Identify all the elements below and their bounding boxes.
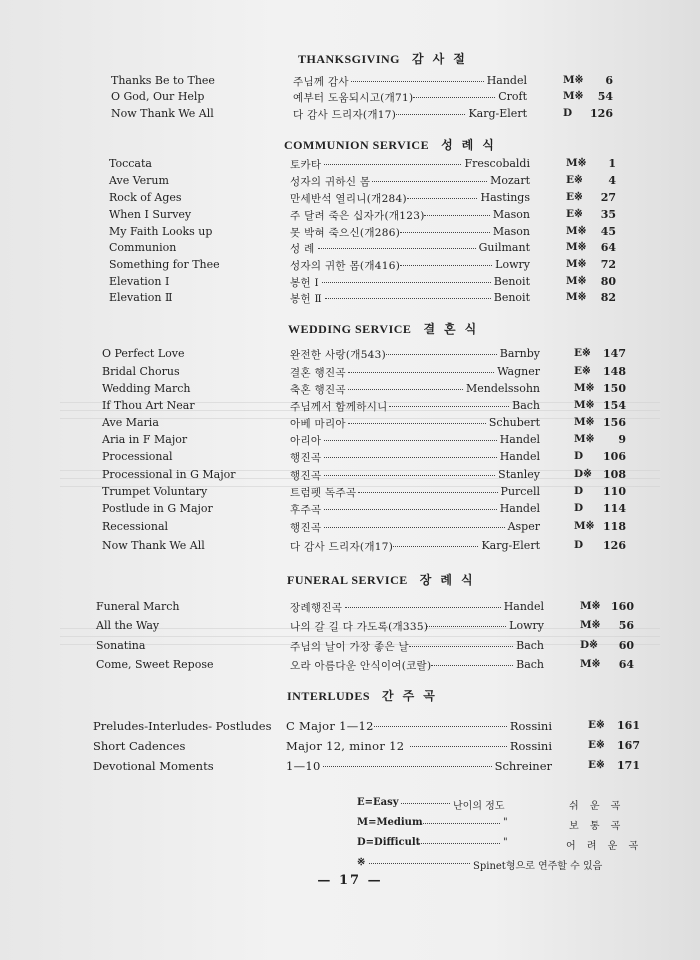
entry-composer: Croft [498,90,527,103]
entry-difficulty: D [574,539,584,551]
entry-title-en: Now Thank We All [111,107,214,120]
entry-difficulty: M※ [566,241,587,253]
entry-page-number: 161 [617,719,640,732]
entry-page-number: 56 [618,619,634,632]
entry-composer: Karg-Elert [481,539,540,552]
leader-dots [400,232,490,233]
entry-title-en: If Thou Art Near [102,399,195,412]
entry-title-en: Elevation Ⅰ [109,275,170,288]
leader-dots [348,423,486,424]
section-title-communion-service [284,136,497,153]
entry-composer: Wagner [497,365,540,378]
entry-title-en: Now Thank We All [102,539,205,552]
entry-page-number: 160 [611,600,634,613]
entry-composer: Handel [499,450,540,463]
section-title-en: INTERLUDES [287,689,371,703]
entry-title-ko: 결혼 행진곡 [290,367,346,379]
legend-row [357,817,657,831]
entry-title-ko: 후주곡 [290,504,322,516]
entry-title-ko: Major 12, minor 12 [286,739,405,753]
legend-key: E=Easy [357,797,399,808]
leader-dots [424,215,490,216]
entry-difficulty: D [574,485,584,497]
legend-text: Spinet형으로 연주할 수 있음 [473,861,603,872]
entry-difficulty: E※ [566,174,583,186]
entry-title-en: Trumpet Voluntary [102,485,208,498]
entry-page-number: 4 [608,174,616,187]
index-entry [0,365,700,381]
entry-composer: Stanley [498,468,540,481]
index-entry [0,74,700,90]
entry-title-ko: 행진곡 [290,470,322,482]
index-entry [0,347,700,363]
section-title-thanksgiving [298,50,468,67]
section-title-ko: 감 사 절 [412,52,468,66]
entry-title-en: My Faith Looks up [109,225,213,238]
entry-difficulty: M※ [574,399,595,411]
index-entry [0,157,700,173]
entry-difficulty: M※ [574,382,595,394]
entry-title-ko: 행진곡 [290,452,322,464]
legend-key: M=Medium [357,817,423,828]
index-entry [0,759,700,775]
entry-composer: Handel [486,74,527,87]
leader-dots [427,626,506,627]
entry-page-number: 1 [608,157,616,170]
entry-composer: Lowry [509,619,544,632]
entry-title-en: Ave Maria [102,416,159,429]
page-number: — 17 — [317,873,383,888]
entry-page-number: 54 [597,90,613,103]
entry-page-number: 27 [600,191,616,204]
entry-composer: Benoit [493,275,530,288]
entry-composer: Barnby [499,347,540,360]
leader-dots [418,843,500,844]
entry-page-number: 110 [603,485,626,498]
index-entry [0,658,700,674]
index-entry [0,619,700,635]
section-title-wedding-service [288,320,479,337]
entry-title-en: Toccata [109,157,152,170]
entry-difficulty: E※ [574,365,591,377]
entry-title-en: Wedding March [102,382,191,395]
entry-title-ko: 봉헌 Ⅰ [290,277,319,289]
entry-title-ko: 주님께서 함께하시니 [290,401,388,413]
entry-title-ko: 축혼 행진곡 [290,384,346,396]
entry-difficulty: D※ [580,639,598,651]
entry-title-ko: 봉헌 Ⅱ [290,293,322,305]
entry-difficulty: M※ [566,157,587,169]
index-entry [0,191,700,207]
index-entry [0,600,700,616]
leader-dots [400,265,492,266]
entry-composer: Mendelssohn [465,382,540,395]
entry-title-ko: 완전한 사랑(개543) [290,349,387,361]
index-entry [0,275,700,291]
section-title-en: FUNERAL SERVICE [287,573,408,587]
entry-title-ko: 토카타 [290,159,322,171]
index-entry [0,416,700,432]
entry-difficulty: M※ [566,258,587,270]
leader-dots [393,546,478,547]
legend-row [357,857,657,871]
index-entry [0,502,700,518]
index-entry [0,241,700,257]
section-title-ko: 간 주 곡 [382,689,438,703]
leader-dots [325,298,491,299]
entry-difficulty: E※ [588,759,605,771]
legend-text: " [503,817,508,828]
entry-page-number: 64 [600,241,616,254]
entry-title-ko: 오라 아름다운 안식이여(코랄) [290,660,432,672]
entry-title-en: Thanks Be to Thee [111,74,215,87]
entry-title-en: Devotional Moments [93,759,214,773]
entry-page-number: 35 [600,208,616,221]
leader-dots [323,766,491,767]
entry-title-ko: 주님의 날이 가장 좋은 날 [290,641,409,653]
index-entry [0,739,700,755]
entry-title-ko: 다 감사 드리자(개17) [293,109,397,121]
entry-title-en: Recessional [102,520,169,533]
entry-title-en: Something for Thee [109,258,220,271]
section-title-ko: 장 례 식 [419,573,476,587]
section-title-interludes [287,687,438,704]
leader-dots [369,863,470,864]
index-entry [0,520,700,536]
index-entry [0,485,700,501]
entry-title-en: O Perfect Love [102,347,185,360]
leader-dots [396,114,465,115]
entry-composer: Schubert [488,416,540,429]
index-entry [0,258,700,274]
entry-composer: Handel [503,600,544,613]
leader-dots [324,509,496,510]
entry-composer: Bach [512,399,540,412]
entry-composer: Rossini [509,739,552,753]
entry-title-ko: 성자의 귀한 몸(개416) [290,260,401,272]
entry-page-number: 156 [603,416,626,429]
entry-difficulty: D [574,450,584,462]
entry-title-en: Rock of Ages [109,191,182,204]
entry-title-en: Postlude in G Major [102,502,213,515]
legend-row [357,797,657,811]
leader-dots [410,746,507,747]
entry-title-en: Elevation Ⅱ [109,291,173,304]
entry-title-en: Preludes-Interludes- Postludes [93,719,272,733]
entry-page-number: 148 [603,365,626,378]
entry-composer: Mason [492,225,530,238]
leader-dots [324,440,496,441]
entry-page-number: 126 [590,107,613,120]
entry-composer: Frescobaldi [464,157,530,170]
leader-dots [348,389,463,390]
entry-page-number: 154 [603,399,626,412]
entry-page-number: 45 [600,225,616,238]
index-entry [0,719,700,735]
entry-difficulty: M※ [574,416,595,428]
entry-difficulty: D※ [574,468,592,480]
entry-difficulty: E※ [566,208,583,220]
leader-dots [324,475,495,476]
entry-page-number: 64 [618,658,634,671]
entry-page-number: 108 [603,468,626,481]
entry-title-ko: 주 달려 죽은 십자가(개123) [290,210,425,222]
entry-title-en: Come, Sweet Repose [96,658,214,671]
entry-page-number: 82 [600,291,616,304]
entry-title-en: All the Way [96,619,160,632]
entry-page-number: 147 [603,347,626,360]
section-title-en: COMMUNION SERVICE [284,138,430,152]
entry-composer: Handel [499,502,540,515]
leader-dots [372,181,487,182]
leader-dots [324,457,496,458]
entry-composer: Guilmant [478,241,530,254]
leader-dots [345,607,501,608]
entry-difficulty: M※ [566,291,587,303]
entry-page-number: 6 [605,74,613,87]
entry-title-ko: 아베 마리아 [290,418,346,430]
index-entry [0,450,700,466]
section-title-funeral-service [287,571,476,588]
leader-dots [324,527,504,528]
entry-page-number: 106 [603,450,626,463]
leader-dots [324,164,461,165]
entry-composer: Bach [516,639,544,652]
entry-difficulty: M※ [580,658,601,670]
entry-title-ko: 성 례 [290,243,315,255]
entry-page-number: 80 [600,275,616,288]
entry-composer: Benoit [493,291,530,304]
leader-dots [386,354,496,355]
entry-composer: Hastings [480,191,530,204]
section-title-ko: 결 혼 식 [423,322,480,336]
entry-title-en: Bridal Chorus [102,365,180,378]
entry-title-ko: 성자의 귀하신 몸 [290,176,371,188]
entry-composer: Mozart [490,174,530,187]
entry-page-number: 118 [603,520,626,533]
entry-difficulty: M※ [566,225,587,237]
entry-page-number: 114 [603,502,626,515]
entry-composer: Mason [492,208,530,221]
entry-composer: Schreiner [494,759,552,773]
entry-title-ko: 장례행진곡 [290,602,343,614]
section-title-en: THANKSGIVING [298,52,401,66]
legend-key: ※ [357,857,366,868]
entry-title-ko: 나의 갈 길 다 가도록(개335) [290,621,429,633]
index-entry [0,174,700,190]
legend-description: 어 려 운 곡 [566,841,643,852]
entry-composer: Asper [507,520,540,533]
entry-difficulty: M※ [574,433,595,445]
entry-page-number: 150 [603,382,626,395]
entry-page-number: 126 [603,539,626,552]
index-entry [0,399,700,415]
leader-dots [351,81,484,82]
leader-dots [409,646,513,647]
entry-difficulty: M※ [580,600,601,612]
legend-text: " [503,837,508,848]
entry-difficulty: M※ [580,619,601,631]
entry-title-ko: C Major 1—12 [286,719,374,733]
entry-title-en: Ave Verum [109,174,169,187]
leader-dots [358,492,497,493]
entry-title-ko: 만세반석 열리니(개284) [290,193,407,205]
entry-title-en: Funeral March [96,600,180,613]
legend-description: 보 통 곡 [569,821,625,832]
entry-difficulty: D [563,107,573,119]
entry-title-en: Aria in F Major [102,433,188,446]
entry-title-ko: 주님께 감사 [293,76,349,88]
leader-dots [389,406,509,407]
entry-difficulty: M※ [563,90,584,102]
legend-description: 쉬 운 곡 [569,801,625,812]
index-entry [0,639,700,655]
entry-title-en: Sonatina [96,639,146,652]
index-entry [0,468,700,484]
entry-difficulty: M※ [566,275,587,287]
entry-title-en: When I Survey [109,208,192,221]
entry-page-number: 171 [617,759,640,772]
entry-difficulty: E※ [588,739,605,751]
entry-title-ko: 행진곡 [290,522,322,534]
leader-dots [413,97,495,98]
entry-composer: Purcell [500,485,540,498]
entry-title-en: Communion [109,241,177,254]
entry-composer: Karg-Elert [468,107,527,120]
entry-title-ko: 다 감사 드리자(개17) [290,541,394,553]
section-title-ko: 성 례 식 [441,138,497,152]
entry-title-ko: 1—10 [286,759,321,773]
entry-page-number: 167 [617,739,640,752]
index-entry [0,433,700,449]
leader-dots [401,803,450,804]
entry-difficulty: E※ [566,191,583,203]
index-entry [0,225,700,241]
index-entry [0,208,700,224]
leader-dots [407,198,478,199]
entry-composer: Handel [499,433,540,446]
leader-dots [421,823,500,824]
leader-dots [318,248,476,249]
index-entry [0,107,700,123]
entry-title-en: Processional in G Major [102,468,236,481]
entry-composer: Bach [516,658,544,671]
index-entry [0,90,700,106]
entry-page-number: 60 [618,639,634,652]
legend-row [357,837,657,851]
entry-difficulty: E※ [588,719,605,731]
index-entry [0,539,700,555]
section-title-en: WEDDING SERVICE [288,322,412,336]
entry-title-en: Processional [102,450,173,463]
entry-page-number: 72 [600,258,616,271]
entry-title-en: O God, Our Help [111,90,205,103]
entry-title-ko: 트럼펫 독주곡 [290,487,357,499]
entry-difficulty: M※ [574,520,595,532]
legend-key: D=Difficult [357,837,421,848]
leader-dots [322,282,491,283]
leader-dots [431,665,514,666]
entry-composer: Rossini [509,719,552,733]
entry-title-ko: 예부터 도움되시고(개71) [293,92,414,104]
entry-composer: Lowry [495,258,530,271]
index-entry [0,382,700,398]
leader-dots [348,372,494,373]
leader-dots [374,726,507,727]
entry-difficulty: D [574,502,584,514]
entry-page-number: 9 [618,433,626,446]
entry-difficulty: M※ [563,74,584,86]
entry-difficulty: E※ [574,347,591,359]
entry-title-ko: 못 박혀 죽으신(개286) [290,227,401,239]
entry-title-ko: 아리아 [290,435,322,447]
entry-title-en: Short Cadences [93,739,186,753]
legend-text: 난이의 정도 [453,801,505,812]
index-entry [0,291,700,307]
